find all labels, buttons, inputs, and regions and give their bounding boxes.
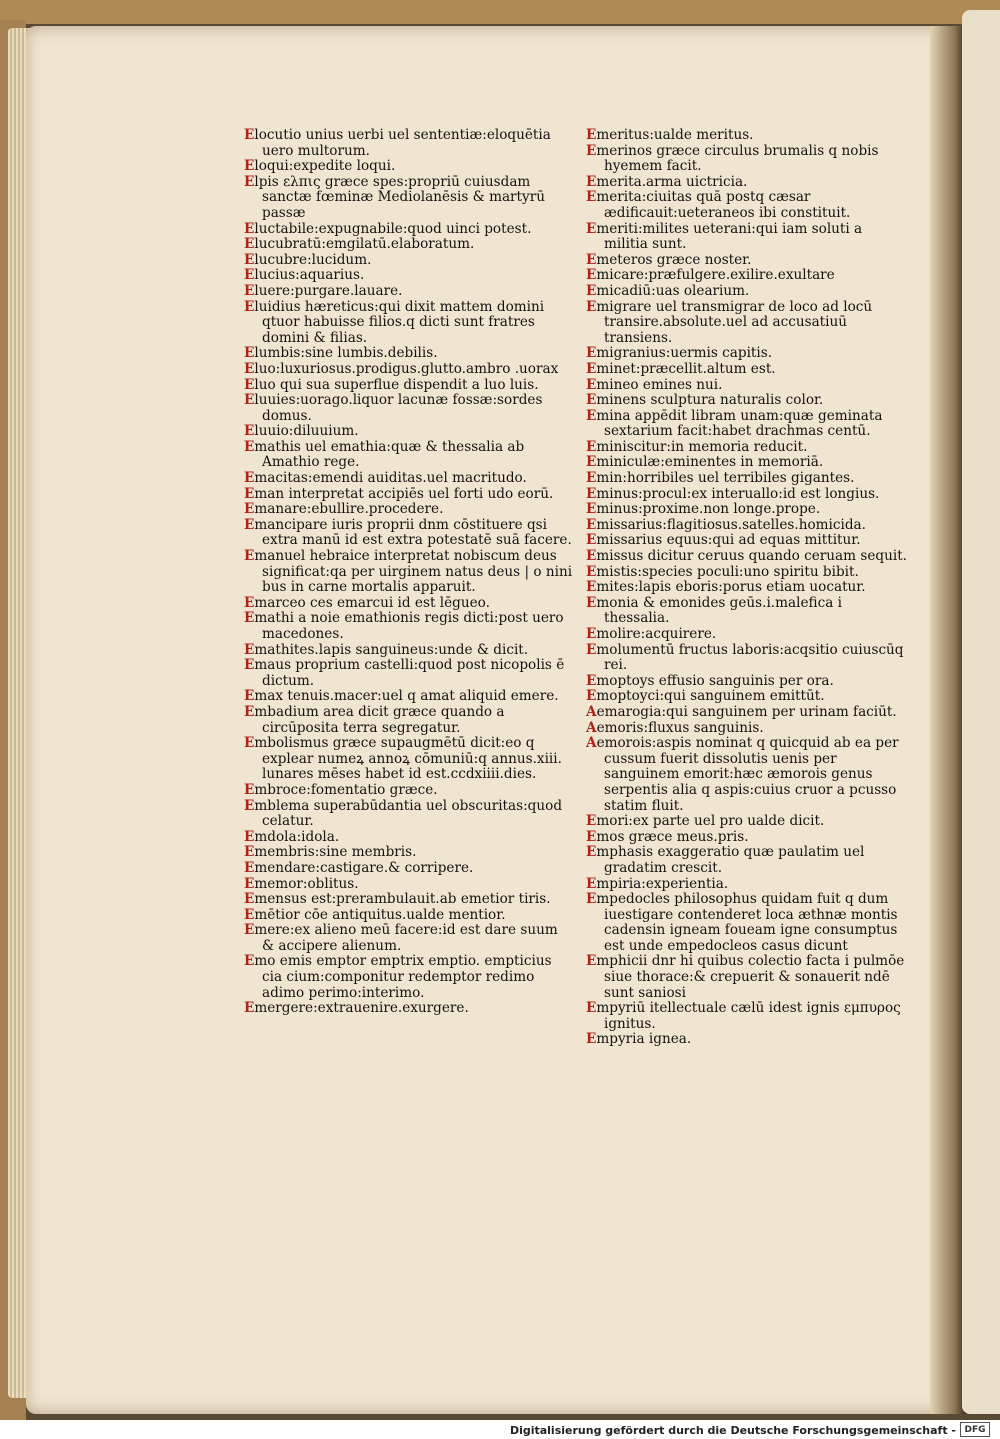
dictionary-entry: Eloqui:expedite loqui. [244,158,396,175]
dictionary-entry: Emarceo ces emarcui id est lēgueo. [244,594,490,611]
dictionary-entry: Empyria ignea. [586,1031,692,1048]
dictionary-entry: Elucius:aquarius. [244,267,365,284]
dictionary-entry: Eminens sculptura naturalis color. [586,392,824,409]
dictionary-entry: Emblema superabūdantia uel obscuritas:quod celatur. [244,797,563,830]
dictionary-entry: Eluidius hæreticus:qui dixit mattem domini qtuor habuisse filios.q dicti sunt fratres domini & filias. [244,298,545,346]
dictionary-entry: Eluuies:uorago.liquor lacunæ fossæ:sordes domus. [244,392,543,424]
dictionary-entry: Empiria:experientia. [586,875,729,892]
dictionary-entry: Emolumentū fructus laboris:acqsitio cuiuscūq rei. [586,641,904,674]
dictionary-entry: Emolire:acquirere. [586,626,717,642]
dictionary-entry: Emētior cōe antiquitus.ualde mentior. [244,906,506,923]
dictionary-entry: Eminet:præcellit.altum est. [586,360,776,377]
dictionary-entry: Eluo:luxuriosus.prodigus.glutto.ambro .uorax [244,360,559,377]
dictionary-entry: Emanuel hebraice interpretat nobiscum deus significat:qa per uirginem natus deus | o nini bus in carne mortalis apparuit. [244,548,573,596]
dictionary-entry: Emigrare uel transmigrar de loco ad locū transire.absolute.uel ad accusatiuū transiens. [586,298,873,346]
right-page-edge [962,10,1000,1414]
dictionary-entry: Emdola:idola. [244,828,340,845]
dictionary-entry: Emere:ex alieno meū facere:id est dare suum & accipere alienum. [244,922,558,954]
dictionary-entry: Eluuio:diluuium. [244,423,359,440]
dictionary-entry: Emoptoyci:qui sanguinem emittūt. [586,688,825,705]
dfg-logo: DFG [960,1422,990,1437]
dictionary-entry: Emites:lapis eboris:porus etiam uocatur. [586,579,866,596]
dictionary-entry: Eluere:purgare.lauare. [244,282,403,299]
dictionary-entry: Emicare:præfulgere.exilire.exultare [586,267,835,284]
text-column-left [244,128,574,1017]
dictionary-entry: Emonia & emonides geūs.i.malefica i thessalia. [586,594,842,627]
dictionary-entry: Aemoris:fluxus sanguinis. [586,719,764,736]
dictionary-entry: Eminiculæ:eminentes in memoriā. [586,454,824,471]
dictionary-entry: Emerinos græce circulus brumalis q nobis hyemem facit. [586,142,879,175]
dictionary-entry: Emembris:sine membris. [244,844,417,861]
dictionary-entry: Emaus proprium castelli:quod post nicopolis ē dictum. [244,657,565,689]
funding-credit: Digitalisierung gefördert durch die Deutsche Forschungsgemeinschaft - [509,1424,956,1437]
dictionary-entry: Emphasis exaggeratio quæ paulatim uel gradatim crescit. [586,844,865,876]
dictionary-entry: Ememor:oblitus. [244,875,359,892]
dictionary-entry: Emeriti:milites ueterani:qui iam soluti a militia sunt. [586,220,863,253]
dictionary-entry: Empyriū itellectuale cælū idest ignis εμπυρος ignitus. [586,1000,901,1032]
dictionary-entry: Emissarius:flagitiosus.satelles.homicida. [586,516,866,533]
dictionary-entry: Emineo emines nui. [586,376,723,393]
dictionary-entry: Empedocles philosophus quidam fuit q dum iuestigare contenderet loca æthnæ montis cadensin igneam foueam igne consumptus est unde empedocleos casus dicunt [586,891,898,954]
dictionary-entry: Emphicii dnr hi quibus colectio facta i pulmōe siue thorace:& crepuerit & sonauerit ndē sunt saniosi [586,953,905,1001]
dictionary-entry: Emensus est:prerambulauit.ab emetior tiris. [244,891,551,908]
dictionary-entry: Emo emis emptor emptrix emptio. empticius cia cium:componitur redemptor redimo adimo perimo:interimo. [244,953,552,1001]
dictionary-entry: Emanare:ebullire.procedere. [244,501,444,518]
dictionary-entry: Aemarogia:qui sanguinem per urinam faciūt. [586,703,897,720]
dictionary-entry: Emeteros græce noster. [586,251,752,268]
dictionary-entry: Elucubratū:emgilatū.elaboratum. [244,236,475,253]
dictionary-entry: Embroce:fomentatio græce. [244,781,438,798]
dictionary-entry: Emeritus:ualde meritus. [586,127,754,143]
dictionary-entry: Emin:horribiles uel terribiles gigantes. [586,470,855,487]
dictionary-entry: Emergere:extrauenire.exurgere. [244,1000,469,1017]
dictionary-entry: Emathis uel emathia:quæ & thessalia ab Amathio rege. [244,438,525,471]
dictionary-entry: Eman interpretat accipiēs uel forti udo eorū. [244,485,554,502]
dictionary-entry: Aemorois:aspis nominat q quicquid ab ea per cussum fuerit dissolutis uenis per sanguinem emorit:hæc æmorois genus serpentis alia q aspis:cuius cruor a pcusso statim fluit. [586,735,899,814]
dictionary-entry: Emerita.arma uictricia. [586,173,748,190]
dictionary-entry: Emancipare iuris proprii dnm cōstituere qsi extra manū id est extra potestatē suā facere. [244,516,572,549]
dictionary-entry: Eminus:proxime.non longe.prope. [586,501,821,518]
dictionary-entry: Eluctabile:expugnabile:quod uinci potest. [244,220,532,237]
dictionary-entry: Emissarius equus:qui ad equas mittitur. [586,532,861,549]
dictionary-entry: Emigranius:uermis capitis. [586,345,773,362]
dictionary-entry: Emendare:castigare.& corripere. [244,859,474,876]
dictionary-entry: Elocutio unius uerbi uel sententiæ:eloquētia uero multorum. [244,127,551,159]
dictionary-entry: Emicadiū:uas olearium. [586,282,750,299]
dictionary-entry: Elpis ελπις græce spes:propriū cuiusdam sanctæ fœminæ Mediolanēsis & martyrū passæ [244,173,545,221]
dictionary-entry: Emathites.lapis sanguineus:unde & dicit. [244,641,529,658]
dictionary-entry: Embadium area dicit græce quando a circūposita terra segregatur. [244,703,505,736]
dictionary-entry: Emathi a noie emathionis regis dicti:post uero macedones. [244,610,564,642]
dictionary-entry: Emos græce meus.pris. [586,828,749,845]
dictionary-entry: Emerita:ciuitas quā postq cæsar ædificauit:ueteraneos ibi constituit. [586,189,851,221]
dictionary-entry: Emistis:species poculi:uno spiritu bibit. [586,563,859,580]
dictionary-entry: Eluo qui sua superflue dispendit a luo luis. [244,376,539,393]
dictionary-entry: Embolismus græce supaugmētū dicit:eo q explear numeꝝ annoꝝ cōmuniū:q annus.xiii. lunares mēses habet id est.ccdxiiii.dies. [244,735,562,783]
dictionary-entry: Emoptoys effusio sanguinis per ora. [586,672,834,689]
dictionary-entry: Elucubre:lucidum. [244,251,372,268]
dictionary-entry: Emax tenuis.macer:uel q amat aliquid emere. [244,688,559,705]
dictionary-entry: Eminiscitur:in memoria reducit. [586,438,808,455]
dictionary-entry: Emacitas:emendi auiditas.uel macritudo. [244,470,527,487]
text-column-right [586,128,908,1048]
dictionary-entry: Emissus dicitur ceruus quando ceruam sequit. [586,548,907,565]
dictionary-entry: Elumbis:sine lumbis.debilis. [244,345,438,362]
dictionary-entry: Emina appēdit libram unam:quæ geminata sextarium facit:habet drachmas centū. [586,407,883,440]
dictionary-entry: Emori:ex parte uel pro ualde dicit. [586,813,825,830]
dictionary-entry: Eminus:procul:ex interuallo:id est longius. [586,485,880,502]
binding-top-edge [0,0,1000,24]
book-gutter [930,26,966,1414]
